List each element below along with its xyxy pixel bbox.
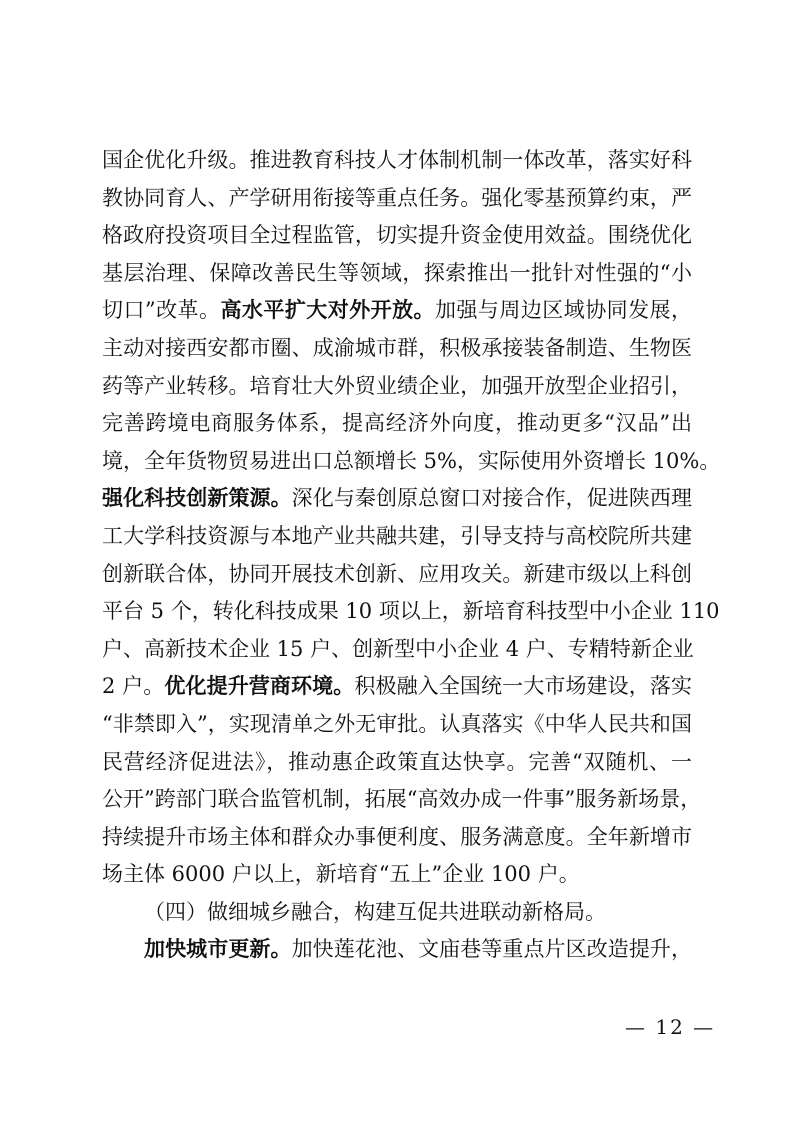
text-segment: 2 户。 <box>102 674 165 699</box>
text-line <box>102 292 692 330</box>
text-segment: 加快莲花池、文庙巷等重点片区改造提升， <box>291 937 693 962</box>
text-line: 主动对接西安都市圈、成渝城市群，积极承接装备制造、生物医 <box>102 335 692 360</box>
text-line: 持续提升市场主体和群众办事便利度、服务满意度。全年新增市 <box>102 824 692 849</box>
text-line: 境，全年货物贸易进出口总额增长 5%，实际使用外资增长 10%。 <box>102 448 721 473</box>
text-line: 场主体 6000 户以上，新培育“五上”企业 100 户。 <box>102 862 580 887</box>
text-line: 户、高新技术企业 15 户、创新型中小企业 4 户、专精特新企业 <box>102 636 694 661</box>
page-number: — 12 — <box>625 1015 716 1039</box>
text-line: 国企优化升级。推进教育科技人才体制机制一体改革，落实好科 <box>102 148 692 172</box>
text-line: 完善跨境电商服务体系，提高经济外向度，推动更多“汉品”出 <box>102 411 692 436</box>
text-line: 教协同育人、产学研用衔接等重点任务。强化零基预算约束，严 <box>102 185 692 210</box>
text-line: 格政府投资项目全过程监管，切实提升资金使用效益。围绕优化 <box>102 223 692 248</box>
bold-heading-business-env: 优化提升营商环境。 <box>164 674 355 699</box>
section-heading: （四）做细城乡融合，构建互促共进联动新格局。 <box>144 899 606 924</box>
bold-heading-urban-renewal: 加快城市更新。 <box>144 937 292 962</box>
text-line <box>102 931 692 969</box>
text-line: 创新联合体，协同开展技术创新、应用攻关。新建市级以上科创 <box>102 561 692 586</box>
text-line: 基层治理、保障改善民生等领域，探索推出一批针对性强的“小 <box>102 260 692 285</box>
text-line: 药等产业转移。培育壮大外贸业绩企业，加强开放型企业招引， <box>102 373 692 398</box>
text-segment: 积极融入全国统一大市场建设，落实 <box>354 674 692 699</box>
text-line <box>102 480 692 518</box>
text-line <box>102 668 692 706</box>
text-line: 公开”跨部门联合监管机制，拓展“高效办成一件事”服务新场景， <box>102 787 702 812</box>
bold-heading-open-up: 高水平扩大对外开放。 <box>220 298 436 323</box>
text-line: 工大学科技资源与本地产业共融共建，引导支持与高校院所共建 <box>102 523 692 548</box>
text-line: 民营经济促进法》，推动惠企政策直达快享。完善“双随机、一 <box>102 749 692 774</box>
text-segment: 加强与周边区域协同发展， <box>435 298 693 323</box>
body-text <box>102 142 721 969</box>
bold-heading-innovation: 强化科技创新策源。 <box>102 486 292 511</box>
text-line: 平台 5 个，转化科技成果 10 项以上，新培育科技型中小企业 110 <box>102 599 720 624</box>
text-line: “非禁即入”，实现清单之外无审批。认真落实《中华人民共和国 <box>102 711 692 736</box>
text-segment: 切口”改革。 <box>102 298 221 323</box>
text-segment: 深化与秦创原总窗口对接合作，促进陕西理 <box>291 486 693 511</box>
